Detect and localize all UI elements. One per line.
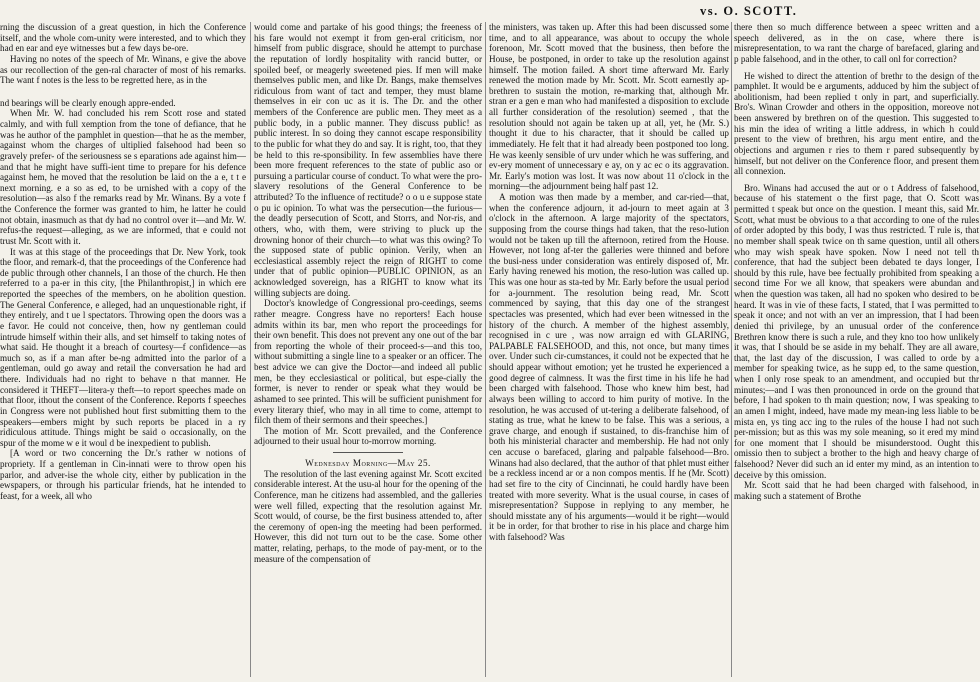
paragraph: The resolution of the last evening against Mr. Scott excited considerable interest. At the usu-al hour for the opening of the Conference, man he citizens had assembled, and the galleries were well filled, expecting that the resolution against Mr. Scott would, of course, be the first business attended to, after the ceremony of open-ing the meeting had been performed. However, this did not turn out to be the case. Some other matter, relating, perhaps, to the mode of pay-ment, or to the measure of the compensation of: [254, 468, 482, 564]
paragraph: nd bearings will be clearly enough appre-ended.: [0, 97, 176, 108]
paragraph: The motion of Mr. Scott prevailed, and the Conference adjourned to their usual hour to-morrow morning.: [254, 425, 482, 447]
paragraph: there then so much difference between a speec written and a speech delivered, as in the on case, where there is misrepresentation, to wa rant the charge of barefaced, glaring and p pable falsehood, and in the other, to call onl for correction?: [734, 22, 979, 64]
paragraph: Mr. Scott said that he had been charged with falsehood, in making such a statement of Brothe: [734, 480, 979, 501]
paragraph: Doctor's knowledge of Congressional pro-ceedings, seems rather meagre. Congress have no reporters! Each house admits within its bar, men who report the proceedings for their own benefit. This does not prevent any one out of the bar from reporting the whole of their proceed-s—and this too, without submitting a single line to a speaker or an officer. The best advice we can give the Doctor—and indeed all public men, be they ecclesiastical or political, but espe-cially the former, is never to render or speak what they would be ashamed to see printed. This will be sufficient punishment for every literary thief, who may in all time to come, attempt to filch them of their sermons and their speeches.]: [254, 298, 482, 426]
paragraph: Having no notes of the speech of Mr. Winans, e give the above as our recollection of the gen-ral character of most of his remarks. The want f notes is the less to be regretted here, as in the: [0, 53, 246, 86]
paragraph: It was at this stage of the proceedings that Dr. New York, took the floor, and remark-d, that the proceedings of the Conference had de public through other channels, I an those of the church. He then referred to a pa-er in this city, [the Philanthropist,] in which ere reported the speeches of the members, on he abolition question. The General Conference, e alleged, had an unquestionable right, if they entirely, and t ue l spectators. Throwing open the doors was a e favor. He could not conceive, then, how ny gentleman could intrude himself within their alls, and set himself to taking notes of what said. He thought it a breach of courtesy—f confidence—as much so, as if a man after be-ng admitted into the parlor of a gentleman, ould go away and retail the conversation he had ard there. Individuals had no right to behave n that manner. He considered it THEFT—litera-y theft—to report speeches made on that floor, ithout the consent of the Conference. Reports f speeches in Congress were not published hout first submitting them to the speakers—embers might by such reports be placed in a ry ridiculous attitude. Things might be said o occasionally, on the spur of the mome w e it woul d be inexpedient to publish.: [0, 246, 246, 448]
column-rule: [731, 22, 732, 677]
paragraph: the ministers, was taken up. After this had been discussed some time, and to all appearance, was about to occupy the whole forenoon, Mr. Scott moved that the business, then before the House, be postponed, in order to take up the resolution against himself. The motion failed. A short time afterward Mr. Early renewed the motion made by Mr. Scott. Mr. Scott earnestly ap- brethren to sustain the motion, re-marking that, although Mr. stran er a gen e man who had manifested a disposition to exclude all further consideration of the resolution) seemed , that the resolution should not again be taken up at all, yet, he (Mr. S.) thought it due to his character, that it should be called up immediately. He felt that it had already been postponed too long. He was keenly sensible of urv under which he was suffering, and ev-ery moment of unnecessary e ay, on y ac ec o its aggravation. Mr. Early's motion was lost. It was now about 11 o'clock in the morning—the adjournment being half past 12.: [489, 22, 729, 192]
paragraph: Bro. Winans had accused the aut or o t Address of falsehood, because of his statement o the first page, that O. Scott was permitted t speak but once on the question. I meant this, said Mr. Scott, what must be obvious to a that according to one of the rules of order adopted by this body, I was thus restricted. T rule is, that no member shall speak twice on th same question, until all others who may wish speak have spoken. Now I need not tell th conference, that had the subject been debated te days longer, I should by this rule, have bee fectually prohibited from speaking a second time For we all know, that speakers were abundan and when the question was taken, all had no spoken who desired to be heard. It was in vie of these facts, I stated, that I was permitted to speak it once; and not with an ver an impression, that I had been denied thi privilege, by an unusual order of the conference Brethren know there is such a rule, and they kno too how unlikely it was, that I should be se aside in my behalf. They are all aware, that, the last day of the discussion, I was called to orde by a member for speaking twice, as he supp ed, to the same question, when I only rose speak to an amendment, and occupied but thr minutes;—and I was then pronounced in orde on the ground that before, I had spoken to th main question; now, I was speaking to an amen I might, indeed, have made my mean-ing less liable to be mista en, ys ting acc ing to the rules of the house I had not such per-mission; but as this was my sole meaning, so it ered my mind for one moment that I should be misunderstood. Ought this omissio then to subject a brother to the high and heavy charge of falsehood? Never did such an id enter my mind, as an intention to deceive by this omission.: [734, 182, 979, 480]
paragraph: rning the discussion of a great question, in hich the Conference itself, and the whole com-unity were interested, and to which they had en ear and eye witnesses but a few days be-ore.: [0, 22, 246, 54]
column-2: [254, 22, 482, 677]
column-3: [489, 22, 729, 677]
paragraph: would come and partake of his good things; the freeness of his fare would not exempt it from gen-eral criticism, nor himself from public disgrace, should he attempt to purchase the reputation of lordly hospitality with rancid butter, or spoiled beef, or meagerly sweetened pies. If men will make themselves public men, and like Dr. Bangs, make themselves ridiculous from want of tact and temper, they must blame themselves in eir con uc as it is. The Dr. and the other members of the Conference are public men. They meet as a public body, in a public manner. They discuss public! as public interest. In so doing they cannot escape responsibility to the public for what they do and say. It is right, too, that they be held to this re-sponsibility. In few assemblies have there been more frequent references to the state of public aso or pursuing a particular course of conduct. To what were the pro-slavery resolutions of the General Conference to be attributed? To the influence of rectitude? o o u e suppose state o pu ic opinion. To what was the persecution—the furious—the deadly persecution of Scott, and Storrs, and Nor-ris, and others, who, with them, were striving to pluck up the drowning honor of their church—to what was this owing? To the supposed state of public opinion. Verily, when an ecclesiastical assembly reject the reign of RIGHT to come under that of public opinion—PUBLIC OPINION, as an acknowledged sovereign, has a RIGHT to know what its willing subjects are doing.: [254, 22, 482, 298]
paragraph: He wished to direct the attention of brethr to the design of the pamphlet. It would be e arguments, adduced by him the subject of abolitionism, had been replied t only in part, and superficially. Bro's. Winan Crowder and others in the opposition, moreove not been answered by brethren on of the question. This suggested to his min the idea of writing a little address, in which h could present to the view of brethren, his argu ment entire, and the objections and argumen r ries to them r pared subsequently by himself, but not deliver on the Conference floor, and present them all connexion.: [734, 70, 979, 177]
column-rule: [250, 22, 251, 677]
column-1: [0, 22, 246, 677]
paragraph: [A word or two concerning the Dr.'s rather w notions of propriety. If a gentleman in Cin-innati were to throw open his parlor, and adver-ise the whole city, either by publication in the ewspapers, or through his particular friends, hat he intended to feast, for a week, all who: [0, 448, 246, 501]
paragraph: A motion was then made by a member, and car-ried—that, when the conference adjourn, it ad-journ to meet again at 3 o'clock in the afternoon. A large majority of the spectators, supposing from the course things had taken, that the reso-lution would not be taken up till the afternoon, retired from the House. However, not long af-ter the galleries were thinned and before the busi-ness under consideration was entirely disposed of, Mr. Early having renewed his motion, the reso-lution was called up. This was one hour as sta-ted by Mr. Early before the usual period for a-journment. The resolution being read, Mr. Scott commenced by saying, that this day one of the strangest spectacles was presented, which had ever been witnessed in the history of the church. A member of the highest assembly, recognised in c ure , was now arraign ed with GLARING, PALPABLE FALSEHOOD, and this, not once, but many times over. Under such cir-cumstances, it could not be expected that he should appear without emotion; yet he trusted he experienced a good degree of calmness. It was the first time in his life he had been charged with falsehood. Those who knew him best, had always been willing to accord to him purity of motive. In the resolution, he was accused of ut-tering a deliberate falsehood, of stating as true, what he knew to be false. This was a serious, a grave charge, and enough if sustained, to dis-franchise him of both his ministerial character and membership. He had not only cen accuse o barefaced, glaring and palpable falsehood—Bro. Winans had also declared, that the author of that phlet must either be a reckless incend ar or a non compos mentis. If he (Mr. Scott) had set fire to the city of Cincinnati, he could hardly have been treated with more severity. What is the usual course, in cases of misrepresentation? Suppose in replying to any member, he should misstate any of his arguments—would it be right—would it be in order, for that brother to rise in his place and charge him with falsehood? Was: [489, 192, 729, 542]
column-rule: [485, 22, 486, 677]
column-4: [734, 22, 979, 677]
section-divider: [333, 452, 403, 453]
running-title: vs. O. SCOTT.: [700, 4, 798, 18]
section-heading: Wednesday Morning—May 25.: [305, 458, 431, 468]
paragraph: When Mr. W. had concluded his rem Scott rose and stated calmly, and with full xemption from the tone of defiance, that he was he author of the pamphlet in question—that he as the member, against whom the charges of ultiplied falsehood had been so gravely prefer- of the seriousness se s eparations ade against him—and that he might have suffi-ient time to prepare for his defence against hem, he moved that the resolution be laid on the a e, t t e next morning. e a so as ed, to be urnished with a copy of the resolution—as also f the remarks read by Mr. Winans. By a vote f the Conference the former was granted to him, he latter he could not obtain, inasmuch as that dy had no control over it—and Mr. W. refus-the request—alleging, as we are informed, that e could not trust Mr. Scott with it.: [0, 108, 246, 246]
